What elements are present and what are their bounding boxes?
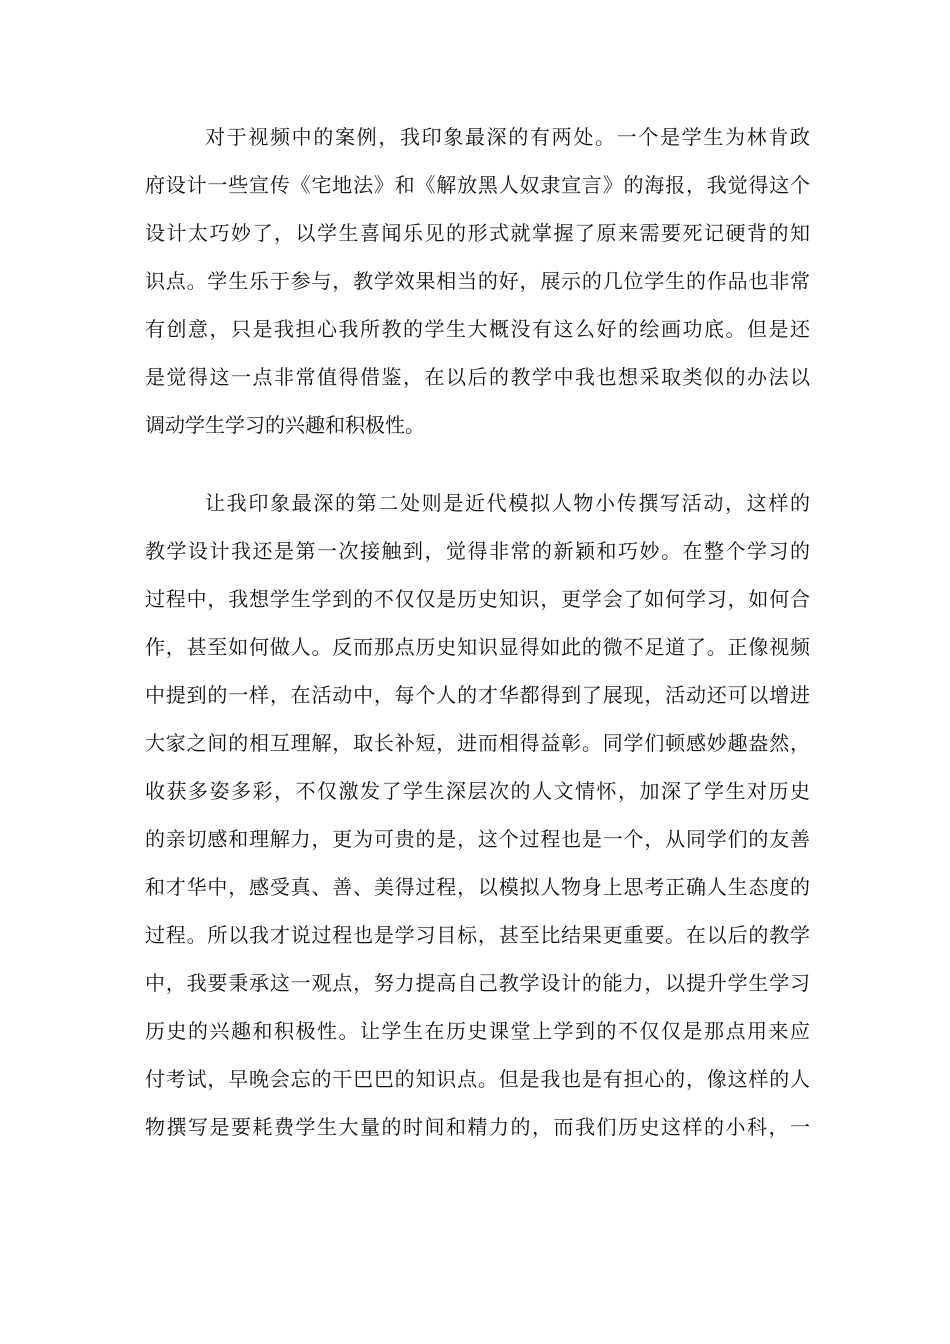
- paragraph-2: [145, 479, 810, 1151]
- paragraph-line: 识点。学生乐于参与，教学效果相当的好，展示的几位学生的作品也非常: [145, 269, 810, 293]
- paragraph-line: 和才华中，感受真、善、美得过程，以模拟人物身上思考正确人生态度的: [145, 875, 810, 899]
- paragraph-1: [145, 113, 810, 449]
- paragraph-line: 设计太巧妙了，以学生喜闻乐见的形式就掌握了原来需要死记硬背的知: [145, 221, 810, 245]
- paragraph-line: 府设计一些宣传《宅地法》和《解放黑人奴隶宣言》的海报，我觉得这个: [145, 173, 810, 197]
- paragraph-line: 对于视频中的案例，我印象最深的有两处。一个是学生为林肯政: [205, 125, 810, 149]
- paragraph-line: 历史的兴趣和积极性。让学生在历史课堂上学到的不仅仅是那点用来应: [145, 1019, 810, 1043]
- paragraph-line: 的亲切感和理解力，更为可贵的是，这个过程也是一个，从同学们的友善: [145, 827, 810, 851]
- paragraph-line: 让我印象最深的第二处则是近代模拟人物小传撰写活动，这样的: [205, 491, 810, 515]
- paragraph-line: 中，我要秉承这一观点，努力提高自己教学设计的能力，以提升学生学习: [145, 971, 810, 995]
- paragraph-line: 有创意，只是我担心我所教的学生大概没有这么好的绘画功底。但是还: [145, 317, 810, 341]
- paragraph-line: 大家之间的相互理解，取长补短，进而相得益彰。同学们顿感妙趣盎然，: [145, 731, 810, 755]
- paragraph-line: 是觉得这一点非常值得借鉴，在以后的教学中我也想采取类似的办法以: [145, 365, 810, 389]
- paragraph-line: 作，甚至如何做人。反而那点历史知识显得如此的微不足道了。正像视频: [145, 635, 810, 659]
- paragraph-line: 调动学生学习的兴趣和积极性。: [145, 413, 425, 437]
- paragraph-line: 收获多姿多彩，不仅激发了学生深层次的人文情怀，加深了学生对历史: [145, 779, 810, 803]
- paragraph-line: 过程。所以我才说过程也是学习目标，甚至比结果更重要。在以后的教学: [145, 923, 810, 947]
- paragraph-line: 中提到的一样，在活动中，每个人的才华都得到了展现，活动还可以增进: [145, 683, 810, 707]
- paragraph-line: 过程中，我想学生学到的不仅仅是历史知识，更学会了如何学习，如何合: [145, 587, 810, 611]
- paragraph-line: 教学设计我还是第一次接触到，觉得非常的新颖和巧妙。在整个学习的: [145, 539, 810, 563]
- paragraph-line: 付考试，早晚会忘的干巴巴的知识点。但是我也是有担心的，像这样的人: [145, 1067, 810, 1091]
- paragraph-line: 物撰写是要耗费学生大量的时间和精力的，而我们历史这样的小科，一: [145, 1115, 810, 1139]
